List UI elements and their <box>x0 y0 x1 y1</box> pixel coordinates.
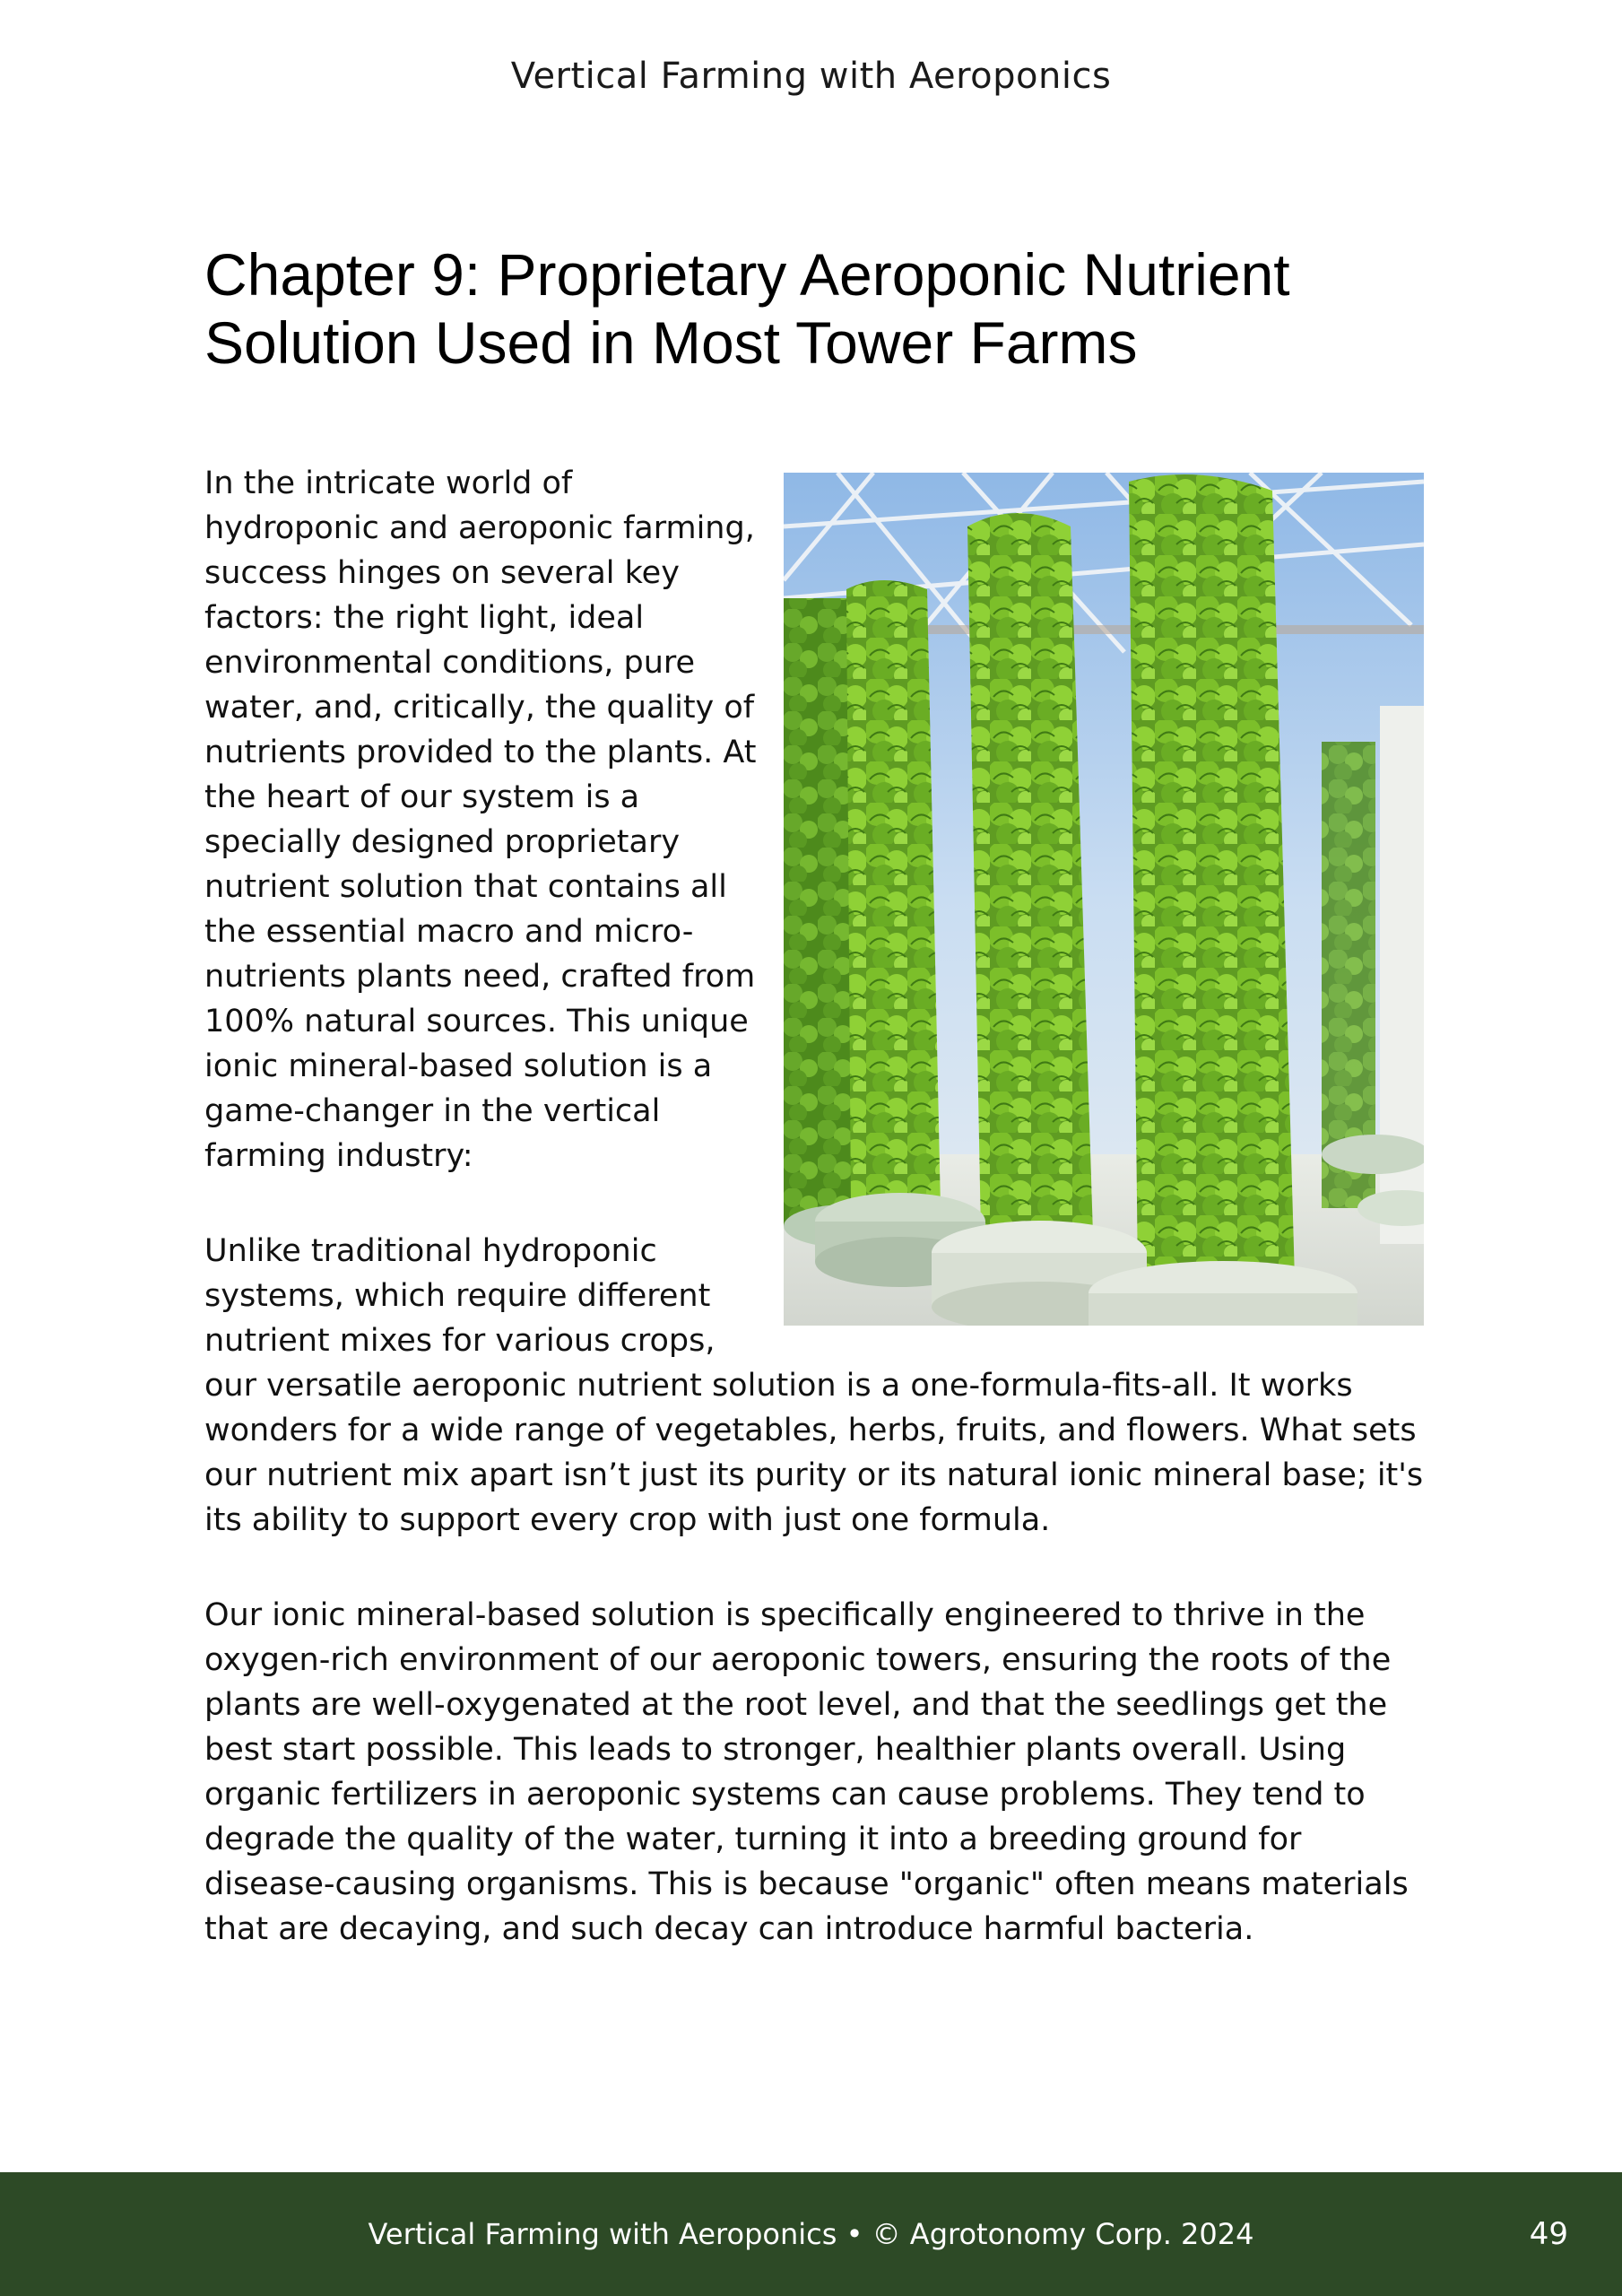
footer-bar <box>0 2172 1622 2296</box>
lettuce-tower-photo <box>784 473 1424 1326</box>
photo-illustration <box>784 473 1424 1326</box>
running-header: Vertical Farming with Aeroponics <box>510 56 1112 97</box>
paragraph-3: Our ionic mineral-based solution is specifically engineered to thrive in the oxygen-rich environment of our aeroponic towers, ensuring the roots of the plants are well-oxygenated at the root level, and that the seedlings get the best start possible. This leads to stronger, healthier plants overall. Using organic fertilizers in aeroponic systems can cause problems. They tend to degrade the quality of the water, turning it into a breeding ground for disease-causing organisms. This is because "organic" often means materials that are decaying, and such decay can introduce harmful bacteria. <box>204 1597 1409 1947</box>
paragraph-2: Unlike traditional hydroponic systems, which require different nutrient mixes for various crops, our versatile aeroponic nutrient solution is a one-formula-fits-all. It works wonders for a wide range of vegetables, herbs, fruits, and flowers. What sets our nutrient mix apart isn’t just its purity or its natural ionic mineral base; it's its ability to support every crop with just one formula. <box>204 1233 1424 1538</box>
chapter-title: Chapter 9: Proprietary Aeroponic Nutrient Solution Used in Most Tower Farms <box>204 241 1290 376</box>
paragraph-1: In the intricate world of hydroponic and aeroponic farming, success hinges on several key factors: the right light, ideal environmental conditions, pure water, and, critically, the quality of nutrients provided to the plants. At the heart of our system is a specially designed proprietary nutrient solution that contains all the essential macro and micro-nutrients plants need, crafted from 100% natural sources. This unique ionic mineral-based solution is a game-changer in the vertical farming industry: <box>204 465 757 1174</box>
chapter-body <box>204 461 1424 2002</box>
page-number: 49 <box>1529 2216 1568 2252</box>
footer-text: Vertical Farming with Aeroponics • © Agrotonomy Corp. 2024 <box>368 2217 1254 2251</box>
